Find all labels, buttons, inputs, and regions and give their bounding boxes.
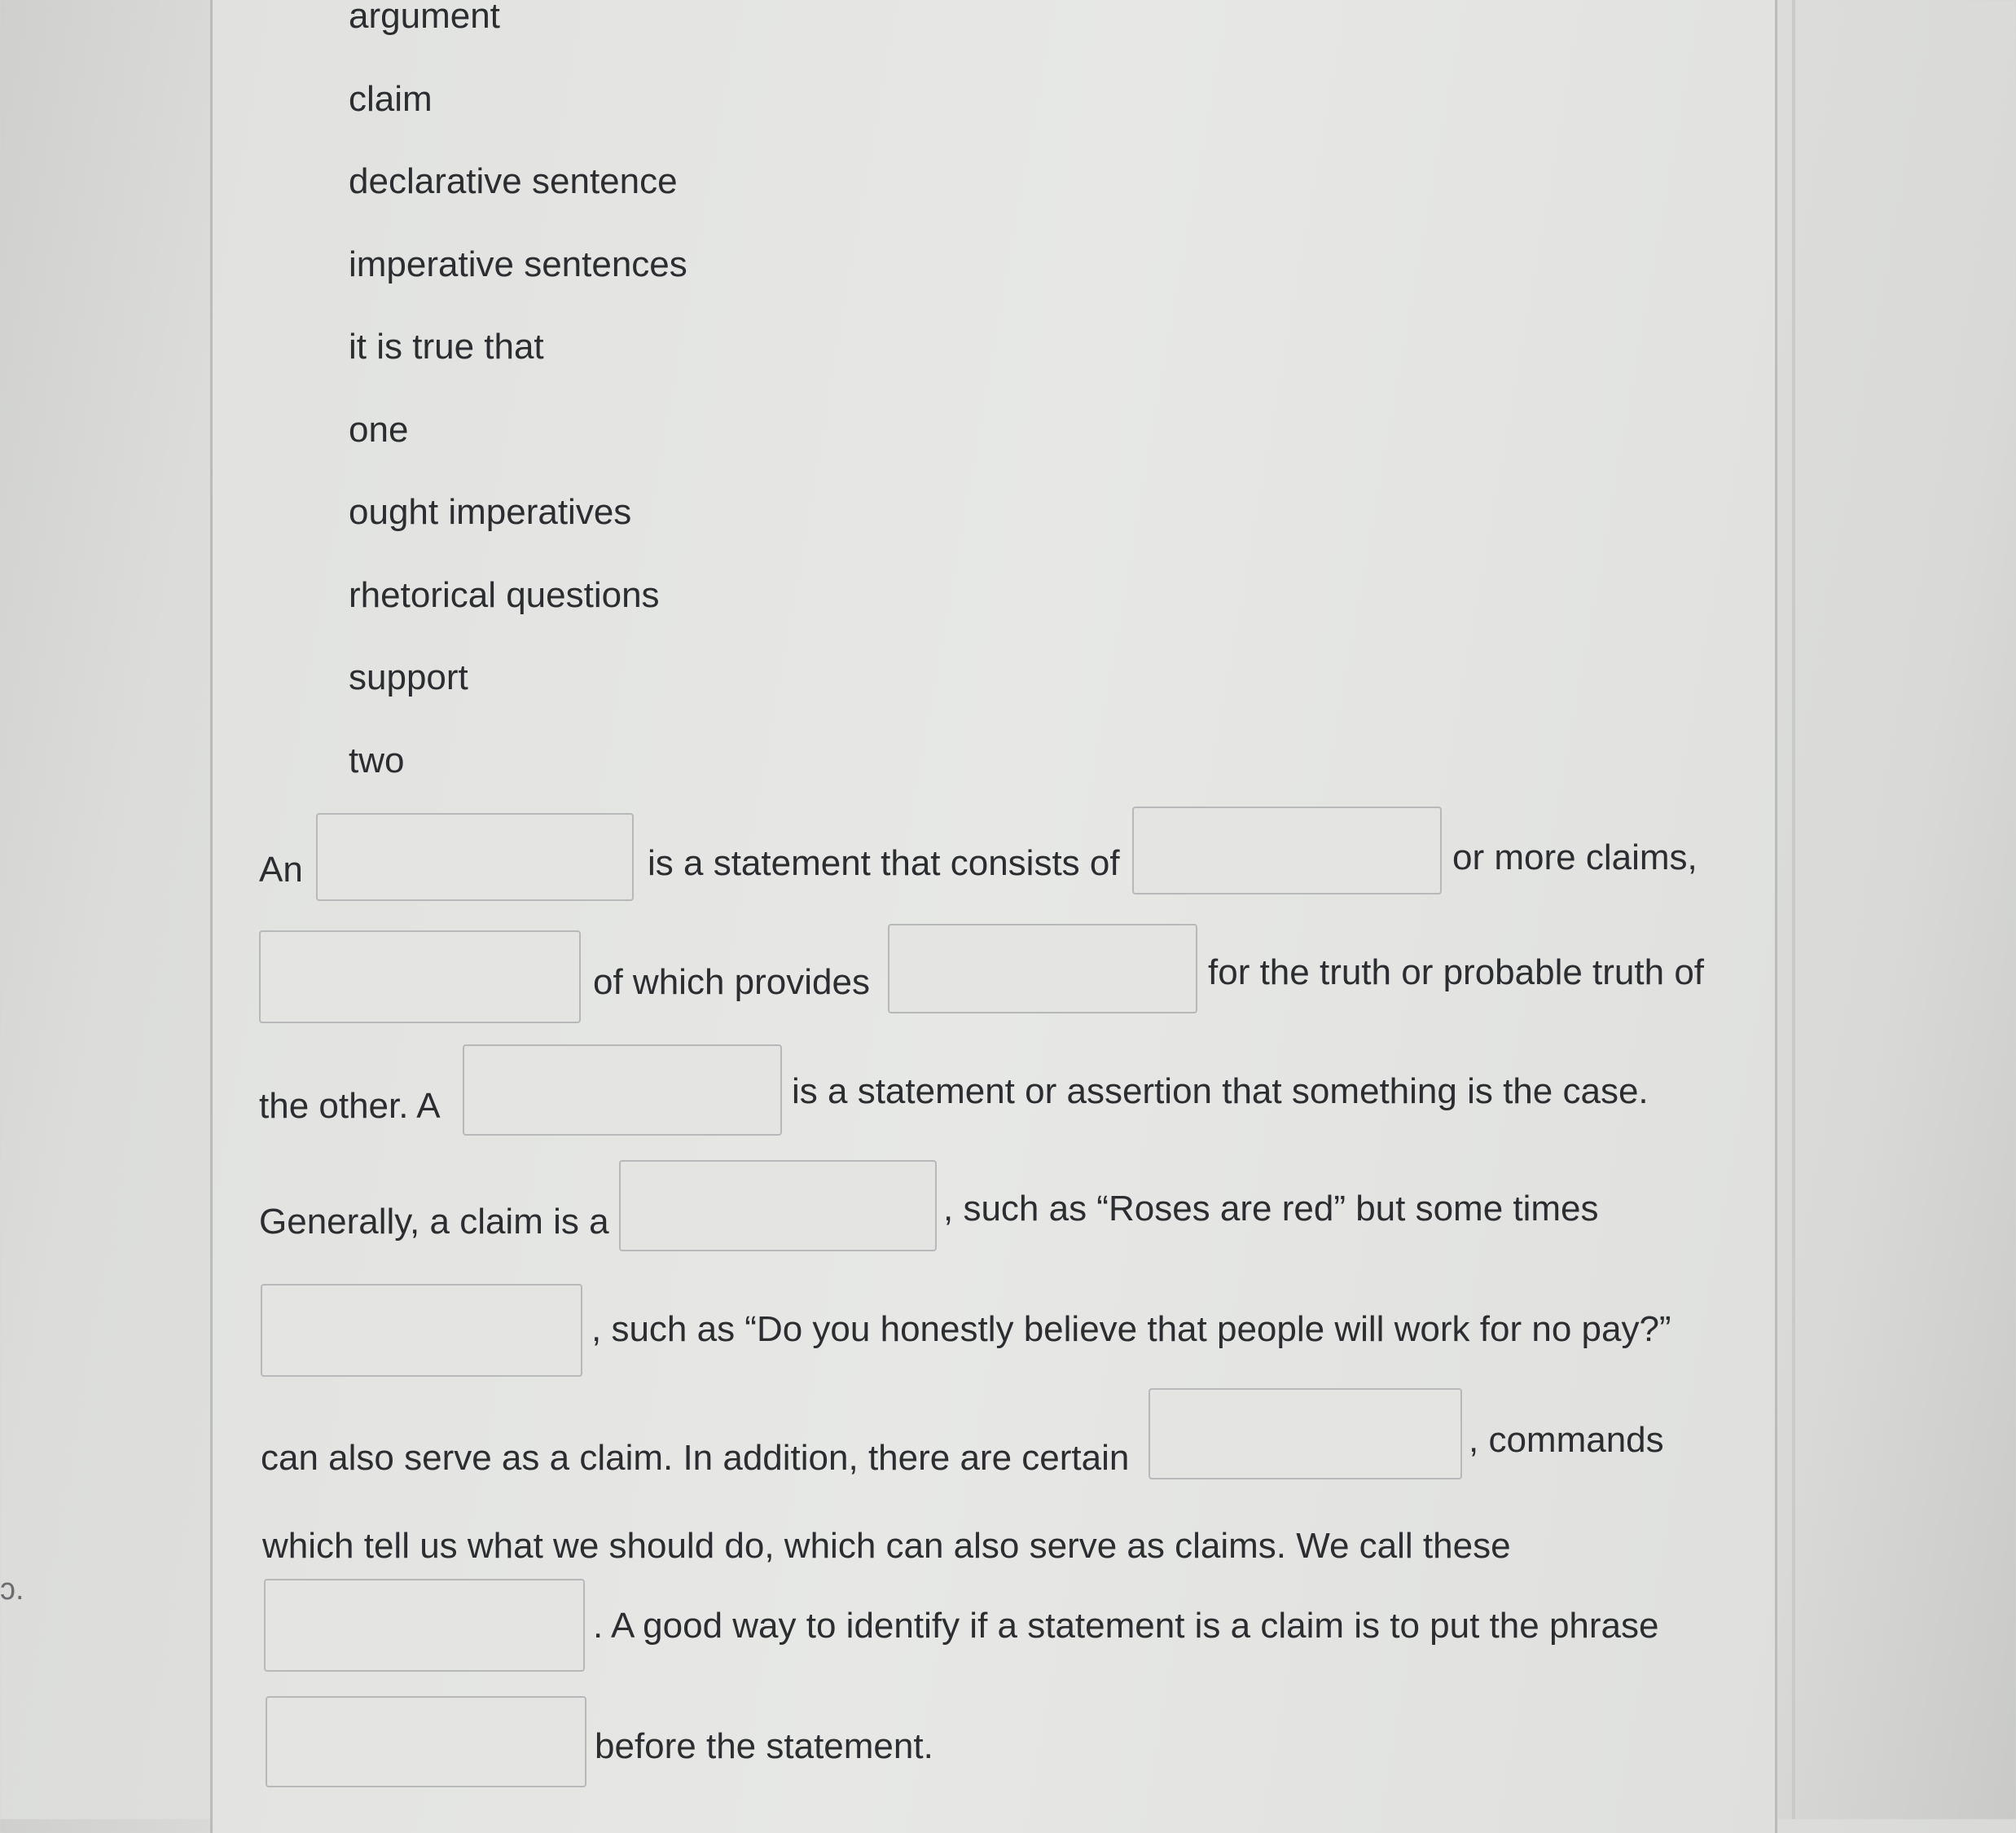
drop-blank-7[interactable]	[261, 1284, 582, 1377]
choice-item[interactable]: it is true that	[349, 327, 544, 367]
left-edge-mark: ɔ.	[0, 1572, 24, 1607]
answer-bank	[349, 0, 687, 820]
drop-blank-2[interactable]	[1132, 807, 1442, 895]
passage-text: of which provides	[593, 962, 870, 1002]
choice-item[interactable]: support	[349, 657, 468, 697]
passage-text: is a statement that consists of	[648, 843, 1120, 883]
drop-blank-1[interactable]	[316, 813, 634, 901]
choice-item[interactable]: claim	[349, 78, 433, 119]
choice-item[interactable]: two	[349, 740, 405, 780]
passage-text: An	[259, 850, 303, 890]
drop-blank-4[interactable]	[888, 924, 1197, 1013]
passage-text: for the truth or probable truth of	[1208, 952, 1705, 992]
passage-text: which tell us what we should do, which can also serve as claims. We call these	[262, 1526, 1511, 1566]
passage-text: before the statement.	[595, 1726, 933, 1766]
passage-text: . A good way to identify if a statement is a claim is to put the phrase	[593, 1606, 1659, 1646]
choice-item[interactable]: rhetorical questions	[349, 574, 660, 615]
passage-text: is a statement or assertion that something is the case.	[792, 1071, 1649, 1111]
passage-text: , such as “Do you honestly believe that people will work for no pay?”	[591, 1309, 1671, 1349]
passage-text: the other. A	[259, 1086, 441, 1126]
passage-text: or more claims,	[1452, 837, 1698, 877]
drop-blank-10[interactable]	[266, 1696, 586, 1787]
choice-item[interactable]: imperative sentences	[349, 244, 687, 284]
passage-text: , commands	[1469, 1420, 1664, 1460]
choice-item[interactable]: one	[349, 409, 409, 450]
choice-item[interactable]: argument	[349, 0, 500, 36]
drop-blank-3[interactable]	[259, 930, 581, 1023]
passage-text: , such as “Roses are red” but some times	[943, 1189, 1599, 1229]
choice-item[interactable]: ought imperatives	[349, 492, 632, 532]
passage-text: can also serve as a claim. In addition, there are certain	[261, 1438, 1130, 1478]
drop-blank-9[interactable]	[264, 1579, 585, 1672]
drop-blank-6[interactable]	[619, 1160, 937, 1251]
choice-item[interactable]: declarative sentence	[349, 161, 678, 201]
drop-blank-8[interactable]	[1149, 1388, 1462, 1479]
passage-text: Generally, a claim is a	[259, 1202, 609, 1242]
drop-blank-5[interactable]	[463, 1044, 782, 1136]
panel-edge	[1792, 0, 1795, 1819]
